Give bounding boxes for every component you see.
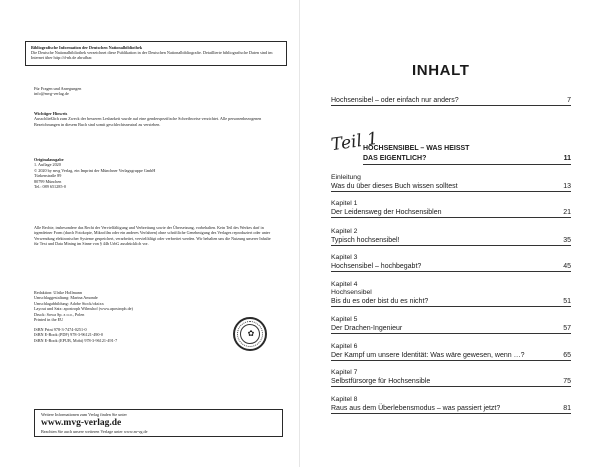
toc-entry[interactable] [331,343,571,361]
toc-page-number: 7 [567,97,571,104]
toc-entry-title: Hochsensibel – oder einfach nur anders? [331,97,459,104]
toc-page-number: 57 [563,325,571,332]
toc-entry-kicker: Kapitel 3 [331,254,358,261]
toc-entry[interactable] [331,369,571,387]
credit-line: Layout und Satz: apostroph Wilmshof (www.apostroph.de) [34,306,133,312]
toc-entry-intro[interactable] [331,96,571,106]
toc-entry-title: Bis du es oder bist du es nicht? [331,298,429,305]
imprint-block [34,157,274,189]
part-handwritten-mark: Teil 1 [329,128,380,156]
credit-line: Umschlaggestaltung: Marina Amonde [34,295,98,301]
toc-page-number: 13 [563,183,571,190]
part-title-line1: HOCHSENSIBEL – WAS HEISST [363,145,470,152]
toc-entry[interactable] [331,281,571,307]
toc-entry-title: Der Drachen-Ingenieur [331,325,403,332]
credit-line: Umschlagabbildung: Adobe Stock/oksixx [34,300,104,306]
toc-entry-kicker: Kapitel 8 [331,396,358,403]
toc-entry-kicker: Kapitel 6 [331,343,358,350]
imprint-line: 1. Auflage 2020 [34,162,61,168]
publisher-url-link[interactable]: www.mvg-verlag.de [41,418,122,428]
toc-entry[interactable] [331,316,571,334]
toc-entry-title: Hochsensibel – hochbegabt? [331,263,422,270]
toc-title: INHALT [412,62,470,79]
imprint-line: 80799 München [34,178,62,184]
toc-entry[interactable] [331,254,571,272]
credit-line: Redaktion: Ulrike Hollmann [34,290,82,295]
toc-entry-kicker: Kapitel 2 [331,228,358,235]
toc-entry[interactable] [331,200,571,218]
notice-heading: Wichtiger Hinweis [34,111,68,116]
toc-entry-kicker: Kapitel 4 [331,281,358,288]
rights-text: Alle Rechte, insbesondere das Recht der Vervielfältigung und Verbreitung sowie der Übersetzung, vorbehalten. Kein Teil des Werkes darf in irgendeiner Form (durch Fotokopie, Mikrofilm oder ein anderes Verfahren) ohne schriftliche Genehmigung des Verlages reproduziert oder unter Verwendung elektronischer Systeme gespeichert, verarbeitet, vervielfältigt oder verbreitet werden. Wir behalten uns die Nutzung unserer Inhalte für Text und Data Mining im Sinne von § 44b UrhG ausdrücklich vor. [34,225,271,246]
toc-entry[interactable] [331,396,571,414]
imprint-line: Originalausgabe [34,157,64,162]
publisher-ad-box [34,409,283,437]
credit-line: Printed in the EU [34,317,64,323]
toc-entry-title: Raus aus dem Überlebensmodus – was passiert jetzt? [331,405,501,412]
credits-block [34,290,274,322]
notice-block [34,111,274,127]
isbn-line: ISBN Print 978-3-7474-0251-0 [34,327,87,332]
toc-entry-kicker: Kapitel 5 [331,316,358,323]
imprint-line: Tel.: 089 651285-0 [34,184,66,190]
toc-entry-title: Typisch hochsensibel! [331,237,400,244]
toc-page-number: 45 [563,263,571,270]
notice-text: Ausschließlich zum Zweck der besseren Lesbarkeit wurde auf eine genderspezifische Schreibweise verzichtet. Alle personenbezogenen Bezeichnungen in diesem Buch sind somit geschlechtsneutral zu verstehen. [34,116,262,127]
toc-page-number: 65 [563,352,571,359]
toc-page-number: 35 [563,237,571,244]
certification-seal-icon: ✿ [233,317,267,351]
isbn-line: ISBN E-Book (PDF) 978-3-96121-490-0 [34,332,103,338]
toc-entry-kicker: Hochsensibel [331,289,372,296]
ad-top-text: Weitere Informationen zum Verlag finden Sie unter [41,412,127,417]
biblio-heading: Bibliografische Information der Deutschen Nationalbibliothek [31,45,143,50]
toc-entry-kicker: Einleitung [331,174,361,181]
toc-page-number: 11 [563,155,571,162]
toc-entry-title: Der Leidensweg der Hochsensiblen [331,209,442,216]
toc-entry[interactable] [331,228,571,246]
toc-entry-title: Der Kampf um unsere Identität: Was wäre gewesen, wenn …? [331,352,525,359]
credit-line: Druck: Sowa Sp. z o.o., Polen [34,311,85,317]
toc-entry[interactable] [331,174,571,192]
toc-page-number: 81 [563,405,571,412]
contact-line: Für Fragen und Anregungen [34,86,82,91]
bibliographic-info-box [25,41,287,66]
toc-entry-kicker: Kapitel 7 [331,369,358,376]
imprint-line: © 2020 by mvg Verlag, ein Imprint der Münchner Verlagsgruppe GmbH [34,167,156,173]
part-title-line2: DAS EIGENTLICH? [363,155,427,162]
toc-entry-title: Selbstfürsorge für Hochsensible [331,378,431,385]
contact-email: info@mvg-verlag.de [34,91,69,97]
contact-block [34,86,274,97]
biblio-text: Die Deutsche Nationalbibliothek verzeichnet diese Publikation in der Deutschen Nationalbibliografie. Detaillierte bibliografische Daten sind im Internet über http://d-nb.de abrufbar. [31,50,273,61]
toc-page-number: 75 [563,378,571,385]
toc-entry-title: Was du über dieses Buch wissen solltest [331,183,458,190]
isbn-line: ISBN E-Book (EPUB, Mobi) 978-3-96121-491-7 [34,337,118,343]
toc-page-number: 21 [563,209,571,216]
toc-entry-kicker: Kapitel 1 [331,200,358,207]
ad-bottom-text: Beachten Sie auch unsere weiteren Verlage unter www.m-vg.de [41,429,148,434]
toc-page-number: 51 [563,298,571,305]
imprint-line: Türkenstraße 89 [34,173,62,179]
